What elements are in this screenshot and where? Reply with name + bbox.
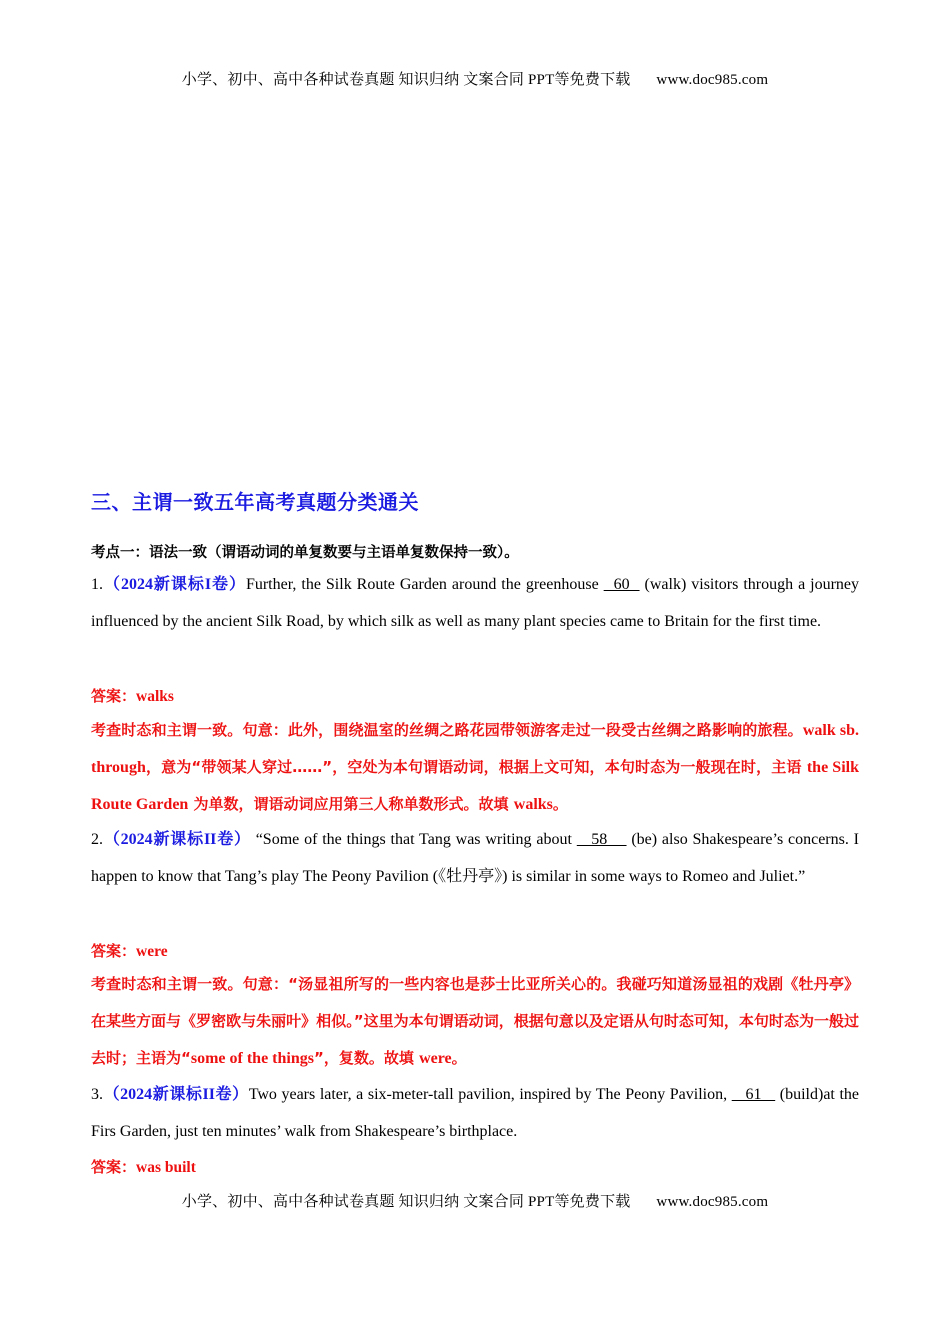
answer-label: 答案： — [91, 1158, 137, 1176]
question-number: 2. — [91, 831, 103, 848]
question-text-after: (be) also Shakespeare’s concerns. I happen to know that Tang’s play The Peony Pavilion (《牡丹亭》) is similar in some ways to Romeo and Juliet.” — [91, 831, 859, 885]
explanation-text: ”，复数。故填 — [313, 1049, 420, 1067]
answer-value: were — [136, 943, 168, 960]
footer-url[interactable]: www.doc985.com — [656, 1194, 769, 1210]
question-number: 1. — [91, 576, 103, 593]
explanation-text: were — [419, 1050, 452, 1067]
question-source: （2024新课标II卷） — [103, 1086, 249, 1103]
question-text-after: (walk) visitors through a journey influenced by the ancient Silk Road, by which silk as well as many plant species came to Britain for the first time. — [91, 576, 860, 630]
question-text-after: (build)at the Firs Garden, just ten minutes’ walk from Shakespeare’s birthplace. — [91, 1086, 860, 1140]
header-text: 小学、初中、高中各种试卷真题 知识归纳 文案合同 PPT等免费下载 — [181, 72, 631, 88]
answer-1 — [91, 685, 859, 706]
explanation-text: 。 — [451, 1049, 467, 1067]
answer-value: walks — [136, 688, 174, 705]
page-footer — [0, 1190, 950, 1211]
answer-3 — [91, 1156, 859, 1177]
answer-2 — [91, 940, 859, 961]
explanation-text: 为单数，谓语动词应用第三人称单数形式。故填 — [188, 795, 514, 813]
explanation-text: walks — [513, 796, 553, 813]
question-number: 3. — [91, 1086, 103, 1103]
question-3 — [91, 1076, 859, 1150]
explanation-text: some of the things — [190, 1050, 314, 1067]
exam-point-heading: 考点一：语法一致（谓语动词的单复数要与主语单复数保持一致）。 — [91, 545, 519, 561]
question-source: （2024新课标I卷） — [103, 576, 246, 593]
explanation-text: 考查时态和主谓一致。句意：“汤显祖所写的一些内容也是莎士比亚所关心的。我碰巧知道汤显祖的戏剧《牡丹亭》在某些方面与《罗密欧与朱丽叶》相似。”这里为本句谓语动词，根据句意以及定语从句时态可知，本句时态为一般过去时；主语为“ — [91, 975, 859, 1067]
answer-blank: 58 — [576, 831, 627, 848]
question-text-before: Two years later, a six-meter-tall pavilion, inspired by The Peony Pavilion, — [248, 1086, 732, 1103]
page-header — [0, 68, 950, 89]
explanation-2 — [91, 966, 859, 1077]
answer-label: 答案： — [91, 687, 137, 705]
explanation-text: walk sb. through — [91, 722, 859, 776]
question-source: （2024新课标II卷） — [103, 831, 251, 848]
header-url[interactable]: www.doc985.com — [656, 72, 769, 88]
question-text-before: “Some of the things that Tang was writing about — [250, 831, 577, 848]
explanation-1 — [91, 712, 859, 823]
answer-value: was built — [136, 1159, 196, 1176]
question-1 — [91, 566, 859, 640]
section-title: 三、主谓一致五年高考真题分类通关 — [91, 490, 419, 514]
question-2 — [91, 821, 859, 895]
answer-label: 答案： — [91, 942, 137, 960]
question-text-before: Further, the Silk Route Garden around the greenhouse — [245, 576, 604, 593]
answer-blank: 60 — [603, 576, 640, 593]
explanation-text: the Silk Route Garden — [91, 759, 859, 813]
explanation-text: 考查时态和主谓一致。句意：此外，围绕温室的丝绸之路花园带领游客走过一段受古丝绸之路影响的旅程。 — [91, 721, 803, 739]
answer-blank: 61 — [731, 1086, 776, 1103]
explanation-text: ，意为“带领某人穿过……”，空处为本句谓语动词，根据上文可知，本句时态为一般现在时，主语 — [145, 758, 807, 776]
explanation-text: 。 — [552, 795, 568, 813]
footer-text: 小学、初中、高中各种试卷真题 知识归纳 文案合同 PPT等免费下载 — [181, 1194, 631, 1210]
